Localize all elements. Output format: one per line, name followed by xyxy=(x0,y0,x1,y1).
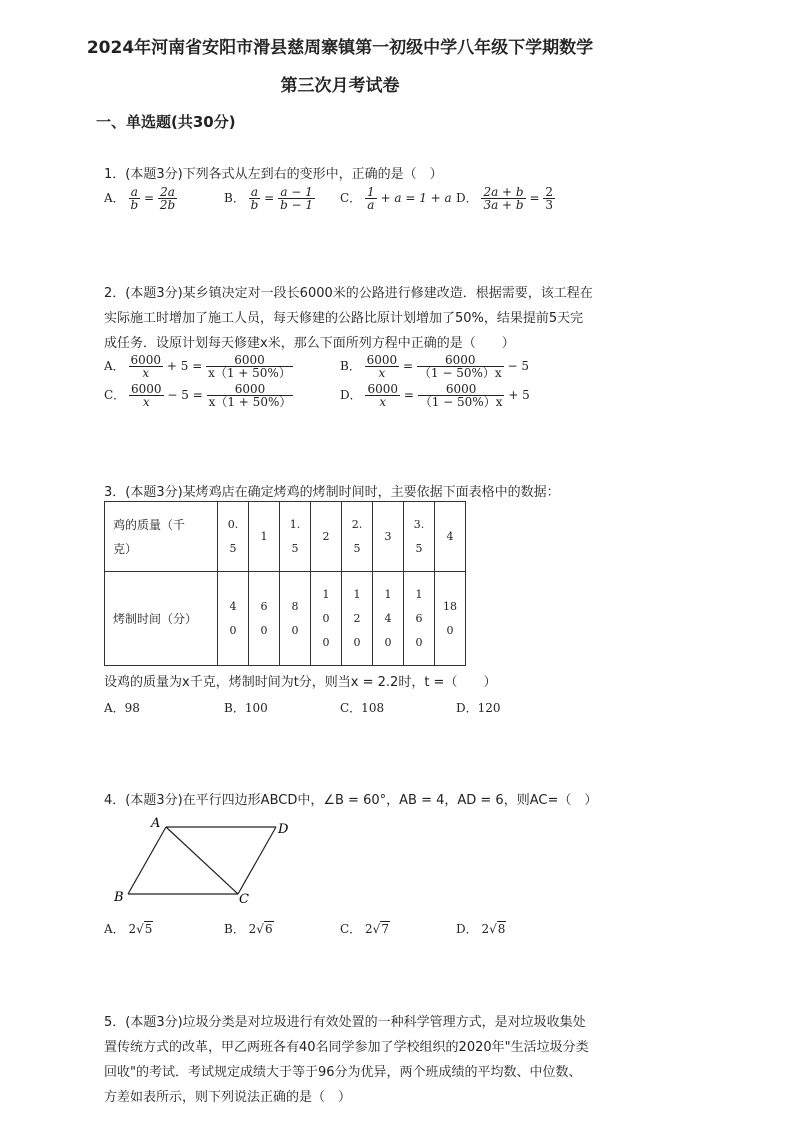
q5-stem-line3: 回收"的考试．考试规定成绩大于等于96分为优异，两个班成绩的平均数、中位数、 xyxy=(104,1065,582,1080)
equals-sign: = xyxy=(264,191,275,205)
cell-char: 6 xyxy=(415,611,423,625)
table-cell xyxy=(342,572,373,666)
cell-char: 1 xyxy=(353,587,361,601)
fraction-numerator: 6000 xyxy=(366,353,398,367)
cell-char: 5 xyxy=(415,541,423,555)
equals-sign: = xyxy=(144,191,155,205)
fraction-denominator: x xyxy=(142,395,150,409)
table-cell xyxy=(342,502,373,572)
table-cell xyxy=(311,572,342,666)
expression-tail: − 5 xyxy=(507,359,530,373)
fraction-denominator: x xyxy=(378,366,386,380)
q3-option-b[interactable]: B．100 xyxy=(224,701,268,715)
q2-stem-line2: 实际施工时增加了施工人员，每天修建的公路比原计划增加了50%，结果提前5天完 xyxy=(104,311,584,326)
q2-stem-line1: 2．(本题3分)某乡镇决定对一段长6000米的公路进行修建改造．根据需要，该工程在 xyxy=(104,286,593,301)
fraction-denominator: 2b xyxy=(159,198,176,212)
q4-option-b[interactable] xyxy=(224,920,274,937)
coefficient: 2 xyxy=(128,922,137,936)
radicand: 5 xyxy=(144,922,153,936)
table-cell xyxy=(280,502,311,572)
option-label: D． xyxy=(456,922,478,936)
cell-char: 2 xyxy=(322,529,330,543)
q1-option-c[interactable] xyxy=(340,186,452,211)
sqrt-expression: 2√8 xyxy=(481,922,506,936)
edge-cd xyxy=(238,827,276,894)
fraction-numerator: 1 xyxy=(367,185,375,199)
table-cell xyxy=(435,502,466,572)
cell-char: 8 xyxy=(291,599,299,613)
option-label: A． xyxy=(104,191,125,205)
q3-stem: 3．(本题3分)某烤鸡店在确定烤鸡的烤制时间时，主要依据下面表格中的数据： xyxy=(104,485,560,500)
option-label: B． xyxy=(224,922,245,936)
table-cell xyxy=(435,572,466,666)
table-cell xyxy=(373,572,404,666)
cell-char: 0 xyxy=(229,623,237,637)
edge-ab xyxy=(128,827,166,894)
fraction-denominator: b − 1 xyxy=(280,198,314,212)
fraction-numerator: 6000 xyxy=(417,354,504,367)
table-cell xyxy=(404,502,435,572)
q1-option-b[interactable] xyxy=(224,186,315,211)
q3-option-c[interactable]: C．108 xyxy=(340,701,385,715)
q1-stem: 1．(本题3分)下列各式从左到右的变形中，正确的是（ ） xyxy=(104,167,443,182)
table-cell xyxy=(218,572,249,666)
option-label: B． xyxy=(224,191,245,205)
cell-char: 1 xyxy=(322,587,330,601)
page-title-line2: 第三次月考试卷 xyxy=(280,76,400,96)
fraction-numerator: 2 xyxy=(545,185,553,199)
fraction-numerator: 6000 xyxy=(131,382,162,396)
cell-char: 2. xyxy=(351,517,363,531)
cell-char: 5 xyxy=(291,541,299,555)
cell-char: 0 xyxy=(291,623,299,637)
cell-char: 0 xyxy=(322,611,330,625)
table-cell xyxy=(218,502,249,572)
table-cell xyxy=(311,502,342,572)
fraction-numerator: 6000 xyxy=(418,383,505,396)
fraction-numerator: 6000 xyxy=(367,382,398,396)
q1-option-a[interactable] xyxy=(104,186,177,211)
expression-middle: − 5 = xyxy=(167,388,203,402)
sqrt-expression: 2√5 xyxy=(128,922,153,936)
coefficient: 2 xyxy=(365,922,373,936)
q5-stem-line1: 5．(本题3分)垃圾分类是对垃圾进行有效处置的一种科学管理方式，是对垃圾收集处 xyxy=(104,1015,586,1030)
fraction-denominator: b xyxy=(130,198,139,212)
cell-char: 0. xyxy=(227,517,239,531)
fraction-denominator: 3 xyxy=(545,198,553,212)
cell-char: 1 xyxy=(384,587,392,601)
fraction-denominator: x（1 + 50%） xyxy=(208,395,292,409)
cell-char: 5 xyxy=(353,541,361,555)
cell-char: 18 xyxy=(443,599,457,613)
option-label: C． xyxy=(104,388,126,402)
cell-char: 1 xyxy=(260,529,268,543)
cell-char: 2 xyxy=(353,611,361,625)
option-label: D． xyxy=(456,191,478,205)
option-label: A． xyxy=(104,922,125,936)
radicand: 7 xyxy=(381,922,389,936)
vertex-label-d: D xyxy=(278,822,289,837)
q2-option-d[interactable] xyxy=(340,383,530,408)
q3-option-a[interactable]: A．98 xyxy=(104,701,140,715)
coefficient: 2 xyxy=(481,922,490,936)
q4-stem: 4．(本题3分)在平行四边形ABCD中，∠B = 60°，AB = 4，AD = 6，则AC=（ ） xyxy=(104,793,598,808)
fraction-denominator: 3a + b xyxy=(483,198,524,212)
q5-stem-line4: 方差如表所示，则下列说法正确的是（ ） xyxy=(104,1090,352,1105)
option-label: B． xyxy=(340,359,361,373)
expression-middle: + 5 = xyxy=(166,359,203,373)
vertex-label-c: C xyxy=(239,892,249,907)
cell-char: 0 xyxy=(446,623,454,637)
q3-option-d[interactable]: D．120 xyxy=(456,701,501,715)
q1-option-d[interactable] xyxy=(456,186,555,211)
fraction-numerator: 6000 xyxy=(206,354,293,367)
fraction-denominator: b xyxy=(250,198,259,212)
vertex-label-b: B xyxy=(114,890,124,905)
table-head-mass xyxy=(105,502,218,572)
cell-char: 4 xyxy=(384,611,392,625)
table-head-time: 烤制时间（分） xyxy=(105,572,218,666)
cell-char: 4 xyxy=(229,599,237,613)
q2-option-b[interactable] xyxy=(340,354,529,379)
q2-option-a[interactable] xyxy=(104,354,293,379)
expression-tail: + 5 xyxy=(508,388,530,402)
table-head-text: 克） xyxy=(113,541,138,556)
sqrt-expression: 2√6 xyxy=(248,922,273,936)
cell-char: 0 xyxy=(353,635,361,649)
cell-char: 1 xyxy=(415,587,423,601)
fraction-denominator: （1 − 50%）x xyxy=(419,395,503,409)
cell-char: 3 xyxy=(384,529,392,543)
cell-char: 0 xyxy=(260,623,268,637)
expression-middle: = xyxy=(403,388,414,402)
radicand: 6 xyxy=(264,922,273,936)
page-title-line1: 2024年河南省安阳市滑县慈周寨镇第一初级中学八年级下学期数学 xyxy=(86,38,594,58)
equals-sign: = xyxy=(529,191,540,205)
fraction-denominator: x xyxy=(142,366,150,380)
cell-char: 0 xyxy=(384,635,392,649)
fraction-numerator: a xyxy=(129,186,141,199)
option-label: C． xyxy=(340,191,362,205)
option-label: D． xyxy=(340,388,362,402)
fraction-numerator: 2a + b xyxy=(483,185,524,199)
fraction-numerator: 2a xyxy=(158,186,177,199)
fraction-denominator: （1 − 50%）x xyxy=(418,366,502,380)
table-cell xyxy=(249,502,280,572)
q2-stem-line3: 成任务．设原计划每天修建x米，那么下面所列方程中正确的是（ ） xyxy=(104,336,515,351)
q3-after-text: 设鸡的质量为x千克，烤制时间为t分，则当x = 2.2时，t =（ ） xyxy=(104,675,497,690)
table-cell xyxy=(373,502,404,572)
table-cell xyxy=(249,572,280,666)
cell-char: 1. xyxy=(289,517,301,531)
fraction-denominator: a xyxy=(367,198,375,212)
cell-char: 0 xyxy=(322,635,330,649)
table-cell xyxy=(280,572,311,666)
section-heading: 一、单选题(共30分) xyxy=(96,113,236,131)
cell-char: 4 xyxy=(446,529,454,543)
expression-rest: + a = 1 + a xyxy=(380,191,452,205)
fraction-numerator: a xyxy=(249,186,261,199)
q4-option-a[interactable] xyxy=(104,920,153,937)
option-label: C． xyxy=(340,922,362,936)
cell-char: 5 xyxy=(229,541,237,555)
table-cell xyxy=(404,572,435,666)
q2-option-c[interactable] xyxy=(104,383,293,408)
q4-option-c[interactable] xyxy=(340,920,390,937)
diagonal-ac xyxy=(166,827,238,894)
expression-middle: = xyxy=(403,359,414,373)
table-row-time xyxy=(105,572,466,666)
cell-char: 0 xyxy=(415,635,423,649)
fraction-denominator: x xyxy=(379,395,387,409)
coefficient: 2 xyxy=(248,922,257,936)
cell-char: 3. xyxy=(413,517,425,531)
radicand: 8 xyxy=(497,922,506,936)
sqrt-expression: 2√7 xyxy=(365,922,389,936)
table-head-text: 鸡的质量（千 xyxy=(113,517,186,532)
parallelogram-figure xyxy=(110,815,310,907)
option-label: A． xyxy=(104,359,125,373)
cell-char: 6 xyxy=(260,599,268,613)
fraction-numerator: a − 1 xyxy=(278,186,315,199)
fraction-numerator: 6000 xyxy=(130,353,162,367)
fraction-numerator: 6000 xyxy=(207,383,294,396)
q3-data-table xyxy=(104,501,466,666)
q5-stem-line2: 置传统方式的改革，甲乙两班各有40名同学参加了学校组织的2020年"生活垃圾分类 xyxy=(104,1040,589,1055)
vertex-label-a: A xyxy=(151,816,161,831)
fraction-denominator: x（1 + 50%） xyxy=(208,366,291,380)
q4-option-d[interactable] xyxy=(456,920,506,937)
table-row-mass xyxy=(105,502,466,572)
